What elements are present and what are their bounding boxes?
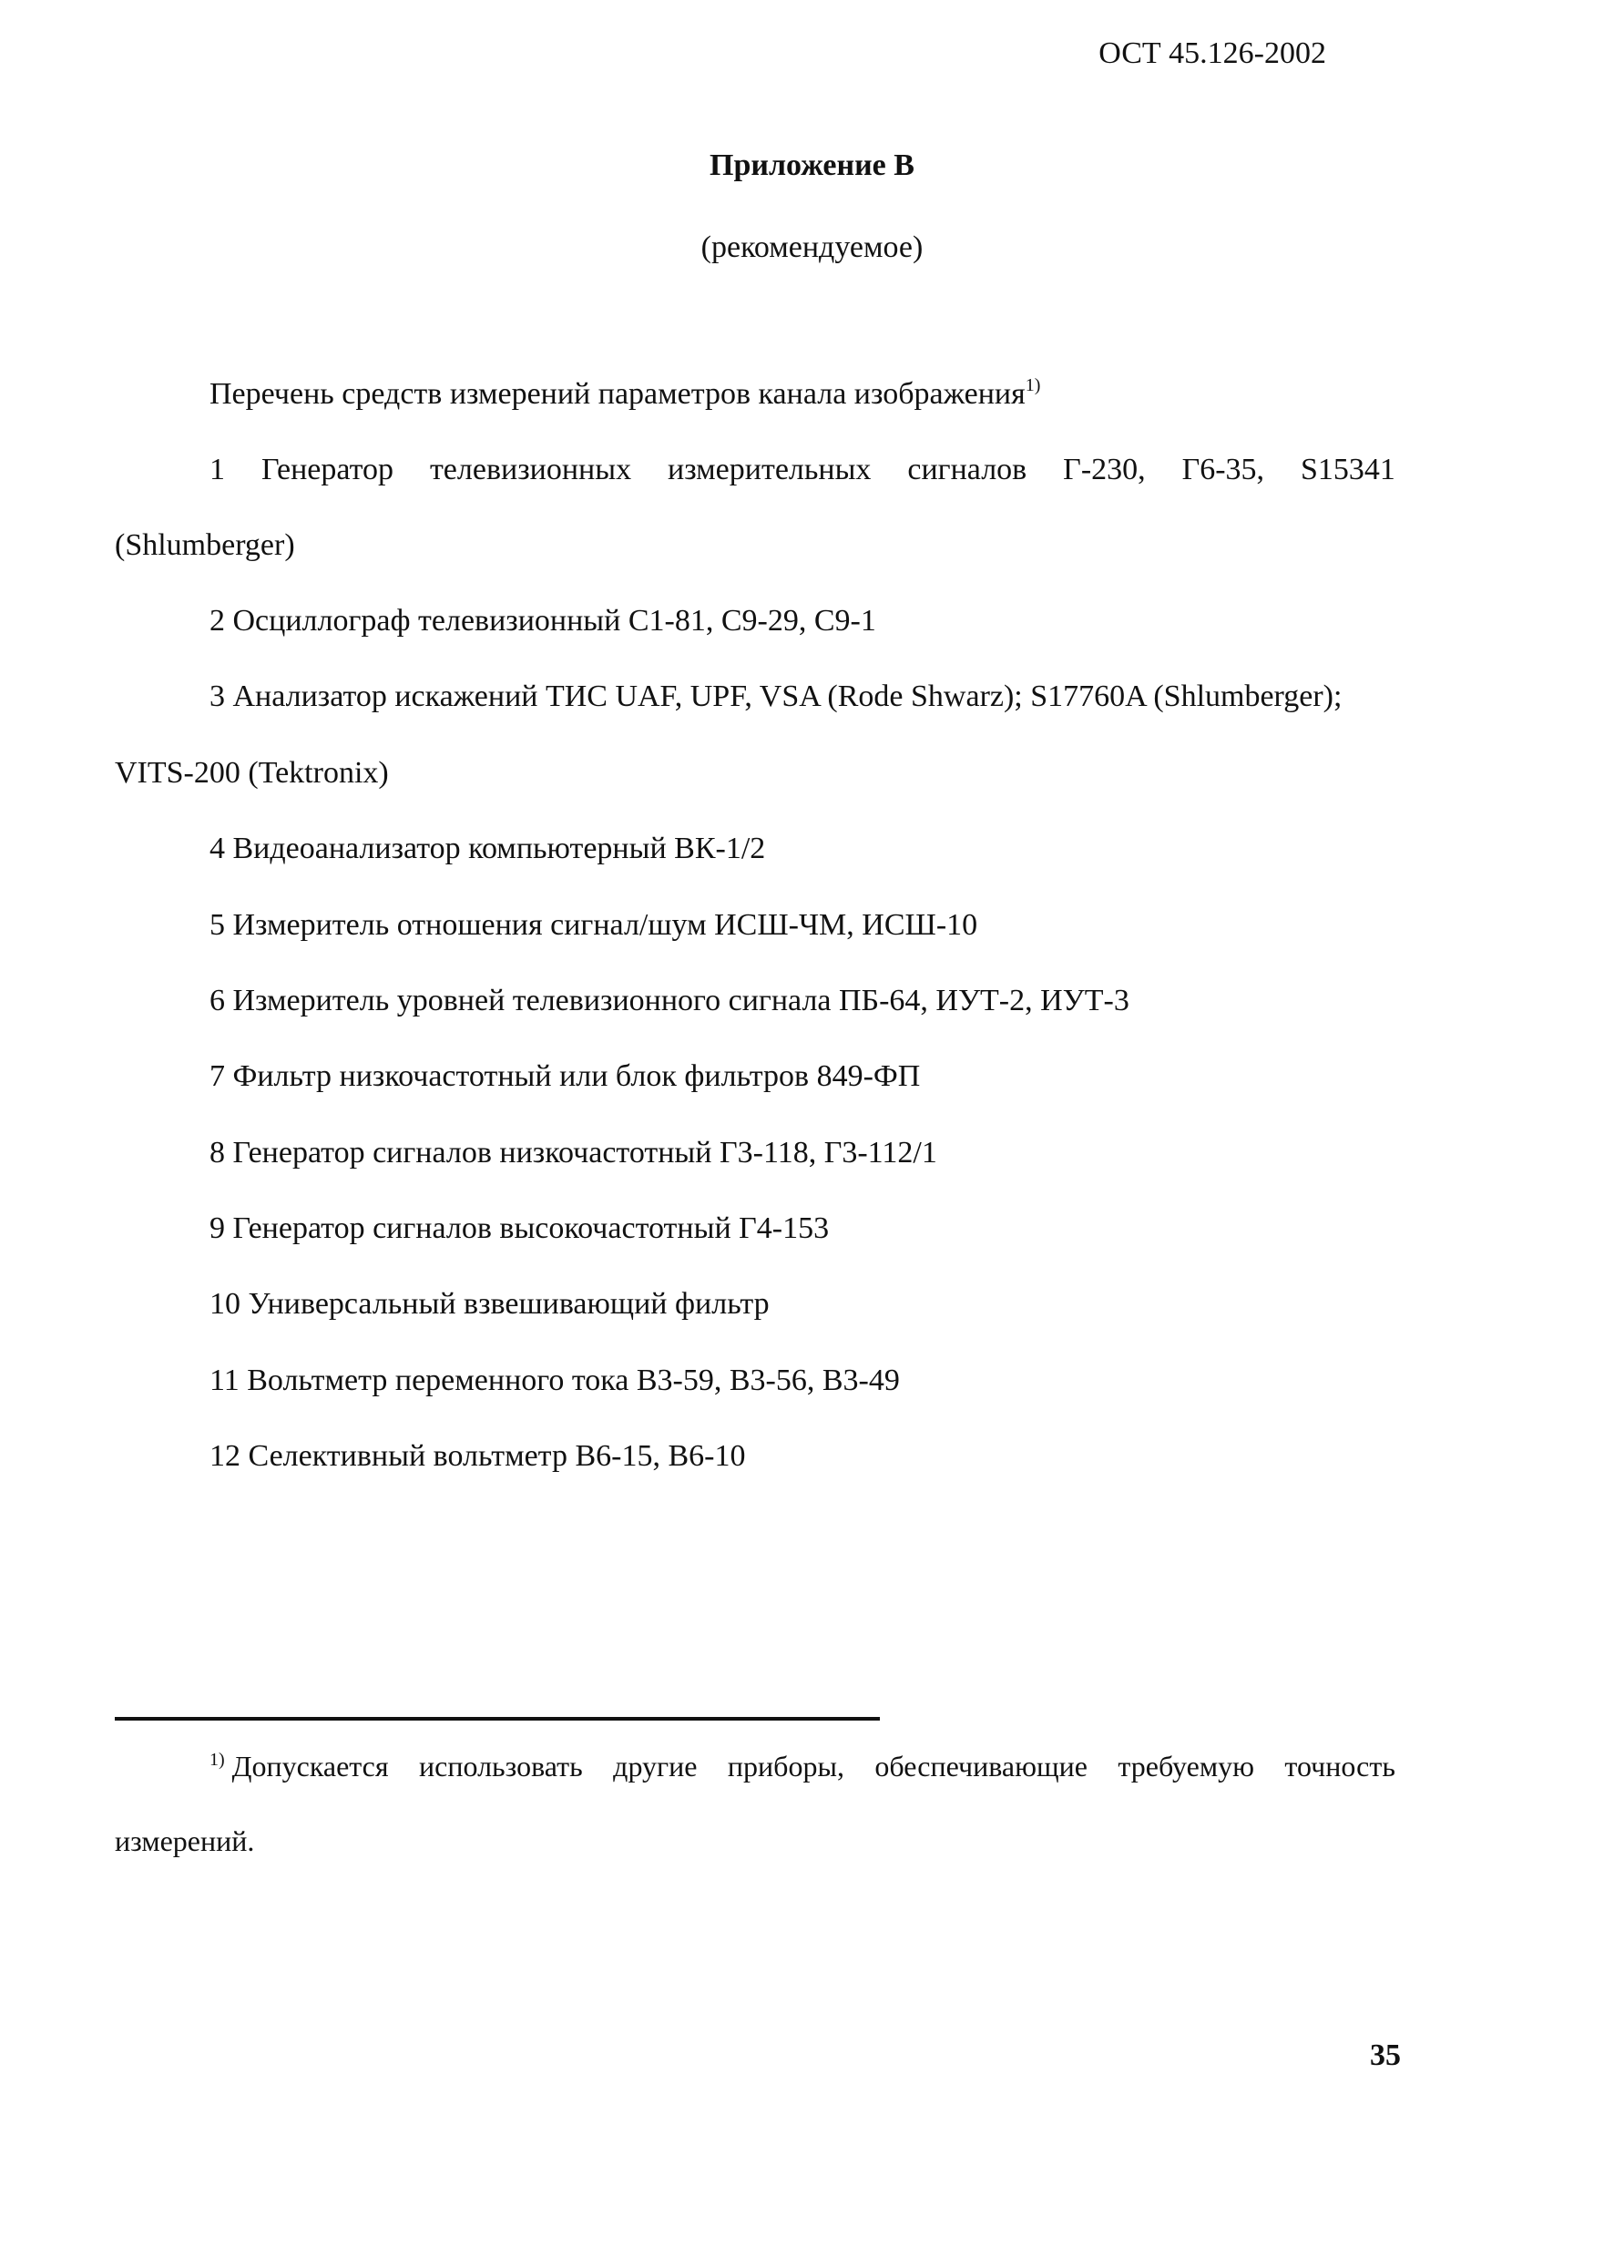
appendix-title: Приложение В — [710, 148, 914, 182]
list-item-7: 7 Фильтр низкочастотный или блок фильтров 849-ФП — [209, 1059, 921, 1093]
list-item-1-word: 1 — [209, 453, 225, 486]
list-item-3-continuation: VITS-200 (Tektronix) — [115, 756, 389, 790]
list-item-1-word: сигналов — [907, 453, 1027, 486]
document-code: ОСТ 45.126-2002 — [1098, 36, 1326, 70]
appendix-subtitle: (рекомендуемое) — [700, 230, 924, 264]
footnote-separator — [115, 1717, 880, 1721]
footnote-word: использовать — [419, 1750, 583, 1783]
list-item-1-continuation: (Shlumberger) — [115, 528, 295, 562]
list-item-2: 2 Осциллограф телевизионный С1-81, С9-29, С9-1 — [209, 604, 876, 638]
list-item-1-word: Г6-35, — [1181, 453, 1265, 486]
list-item-1-word: телевизионных — [429, 453, 632, 486]
list-item-9: 9 Генератор сигналов высокочастотный Г4-153 — [209, 1211, 830, 1245]
list-item-1 — [209, 453, 1395, 487]
list-item-3: 3 Анализатор искажений ТИС UAF, UPF, VSA (Rode Shwarz); S17760A (Shlumberger); — [209, 679, 1343, 713]
list-item-6: 6 Измеритель уровней телевизионного сигнала ПБ-64, ИУТ-2, ИУТ-3 — [209, 984, 1129, 1017]
list-item-8: 8 Генератор сигналов низкочастотный Г3-118, Г3-112/1 — [209, 1136, 937, 1170]
footnote-word: точность — [1284, 1750, 1395, 1783]
footnote-reference: 1) — [1025, 375, 1041, 395]
list-intro-text: Перечень средств измерений параметров канала изображения — [209, 377, 1026, 411]
footnote — [209, 1750, 1395, 1783]
list-item-4: 4 Видеоанализатор компьютерный ВК-1/2 — [209, 832, 766, 865]
page-number: 35 — [1370, 2038, 1401, 2072]
list-item-10: 10 Универсальный взвешивающий фильтр — [209, 1287, 770, 1321]
list-item-11: 11 Вольтметр переменного тока В3-59, В3-56, В3-49 — [209, 1364, 900, 1397]
list-item-1-word: измерительных — [668, 453, 872, 486]
list-item-1-word: Генератор — [260, 453, 394, 486]
footnote-word: приборы, — [727, 1750, 844, 1783]
list-item-1-word: Г-230, — [1063, 453, 1146, 486]
footnote-word: Допускается — [231, 1750, 389, 1783]
list-item-5: 5 Измеритель отношения сигнал/шум ИСШ-ЧМ, ИСШ-10 — [209, 908, 978, 942]
footnote-word: другие — [613, 1750, 698, 1783]
footnote-word: обеспечивающие — [874, 1750, 1088, 1783]
footnote-word: требуемую — [1118, 1750, 1254, 1783]
list-intro — [209, 375, 1040, 412]
footnote-first-word — [209, 1750, 389, 1783]
footnote-continuation: измерений. — [115, 1824, 255, 1857]
list-item-1-word: S15341 — [1301, 453, 1395, 486]
list-item-12: 12 Селективный вольтметр В6-15, В6-10 — [209, 1439, 746, 1473]
footnote-mark: 1) — [209, 1750, 225, 1770]
